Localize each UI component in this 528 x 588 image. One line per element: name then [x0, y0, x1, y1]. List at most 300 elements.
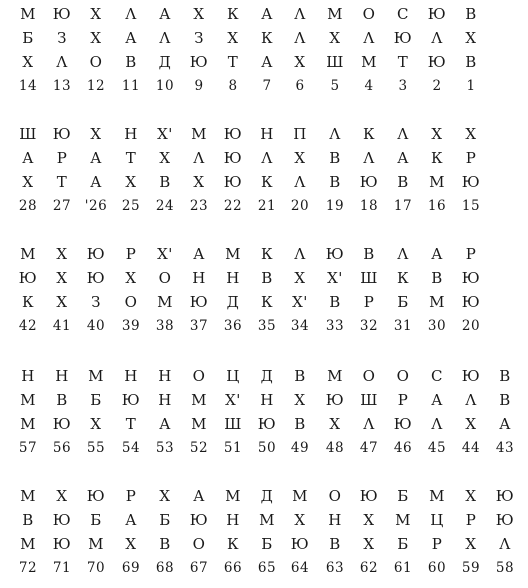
index-number: 49: [290, 440, 310, 456]
number-row: [0, 436, 528, 460]
letter-cell: Ю: [52, 511, 72, 529]
letter-cell: Ю: [461, 367, 481, 385]
letter-cell: К: [260, 245, 274, 263]
index-number: 16: [427, 198, 447, 214]
letter-cell: Ю: [427, 53, 447, 71]
letter-cell: Х': [157, 125, 173, 143]
letter-cell: Ю: [427, 5, 447, 23]
letter-cell: Т: [56, 173, 68, 191]
index-number: 72: [18, 560, 38, 576]
letter-cell: О: [362, 367, 376, 385]
index-number: 51: [223, 440, 243, 456]
index-number: 65: [257, 560, 277, 576]
index-number: 15: [461, 198, 481, 214]
index-number: 9: [194, 78, 204, 94]
letter-cell: В: [329, 173, 341, 191]
letter-cell: В: [294, 367, 306, 385]
letter-row: [0, 122, 528, 146]
letter-cell: Ю: [223, 125, 243, 143]
index-number: 21: [257, 198, 277, 214]
index-number: 59: [461, 560, 481, 576]
letter-cell: Ю: [461, 293, 481, 311]
letter-cell: К: [362, 125, 376, 143]
index-number: 23: [189, 198, 209, 214]
letter-cell: А: [125, 511, 137, 529]
letter-cell: А: [261, 5, 273, 23]
letter-cell: Ю: [393, 415, 413, 433]
letter-cell: Б: [159, 511, 171, 529]
letter-cell: Т: [125, 149, 137, 167]
letter-cell: Х: [125, 535, 137, 553]
letter-cell: В: [431, 269, 443, 287]
letter-cell: Ю: [359, 173, 379, 191]
letter-cell: Λ: [431, 415, 443, 433]
letter-cell: Х': [292, 293, 308, 311]
letter-cell: Ρ: [56, 149, 68, 167]
number-row: [0, 556, 528, 580]
letter-cell: Ю: [325, 245, 345, 263]
letter-cell: Ю: [121, 391, 141, 409]
letter-cell: В: [499, 367, 511, 385]
index-number: 12: [86, 78, 106, 94]
letter-cell: Х: [294, 511, 306, 529]
index-number: 46: [393, 440, 413, 456]
index-number: 42: [18, 318, 38, 334]
letter-cell: Н: [226, 511, 240, 529]
letter-row: [0, 170, 528, 194]
letter-cell: З: [57, 29, 67, 47]
letter-cell: О: [192, 367, 206, 385]
letter-row: [0, 26, 528, 50]
index-number: 60: [427, 560, 447, 576]
index-number: 48: [325, 440, 345, 456]
index-number: 27: [52, 198, 72, 214]
letter-cell: Х: [125, 173, 137, 191]
index-number: 32: [359, 318, 379, 334]
letter-cell: К: [260, 293, 274, 311]
letter-cell: Т: [397, 53, 409, 71]
index-number: 54: [121, 440, 141, 456]
letter-cell: Д: [260, 487, 274, 505]
letter-cell: Х: [56, 293, 68, 311]
letter-cell: Ю: [359, 487, 379, 505]
letter-cell: Ш: [360, 269, 378, 287]
index-number: 40: [86, 318, 106, 334]
letter-cell: М: [157, 293, 173, 311]
index-number: 30: [427, 318, 447, 334]
index-number: 3: [398, 78, 408, 94]
letter-cell: В: [329, 149, 341, 167]
letter-cell: А: [397, 149, 409, 167]
letter-cell: Б: [397, 535, 409, 553]
letter-cell: Ρ: [431, 535, 443, 553]
letter-cell: Ш: [224, 415, 242, 433]
letter-cell: Ш: [326, 53, 344, 71]
letter-row: [0, 364, 528, 388]
letter-cell: Х: [125, 269, 137, 287]
letter-cell: Ρ: [397, 391, 409, 409]
index-number: 19: [325, 198, 345, 214]
letter-cell: Х: [22, 173, 34, 191]
letter-cell: М: [395, 511, 411, 529]
letter-cell: К: [226, 535, 240, 553]
letter-cell: Х: [294, 391, 306, 409]
letter-cell: В: [22, 511, 34, 529]
letter-cell: Х: [90, 125, 102, 143]
index-number: 34: [290, 318, 310, 334]
index-number: 14: [18, 78, 38, 94]
letter-cell: О: [396, 367, 410, 385]
index-number: 69: [121, 560, 141, 576]
letter-cell: Ю: [52, 5, 72, 23]
letter-cell: М: [20, 535, 36, 553]
letter-cell: Х: [56, 245, 68, 263]
index-number: 70: [86, 560, 106, 576]
letter-cell: Ю: [52, 535, 72, 553]
letter-cell: Х': [327, 269, 343, 287]
index-number: 11: [121, 78, 141, 94]
letter-cell: М: [292, 487, 308, 505]
index-number: 13: [52, 78, 72, 94]
letter-cell: Ю: [393, 29, 413, 47]
index-number: 22: [223, 198, 243, 214]
letter-row: [0, 266, 528, 290]
letter-cell: В: [465, 53, 477, 71]
index-number: 64: [290, 560, 310, 576]
letter-row: [0, 508, 528, 532]
letter-row: [0, 50, 528, 74]
letter-cell: Ю: [52, 125, 72, 143]
letter-row: [0, 532, 528, 556]
letter-cell: Х: [294, 53, 306, 71]
letter-cell: З: [194, 29, 204, 47]
letter-cell: Ю: [257, 415, 277, 433]
letter-cell: Б: [90, 511, 102, 529]
letter-cell: Ю: [86, 245, 106, 263]
letter-cell: В: [159, 535, 171, 553]
letter-cell: Ρ: [363, 293, 375, 311]
letter-cell: О: [124, 293, 138, 311]
index-number: 56: [52, 440, 72, 456]
letter-cell: Х: [363, 535, 375, 553]
letter-cell: Ю: [495, 511, 515, 529]
letter-cell: А: [499, 415, 511, 433]
letter-cell: Ρ: [125, 487, 137, 505]
letter-row: [0, 242, 528, 266]
index-number: 20: [461, 318, 481, 334]
letter-cell: В: [363, 245, 375, 263]
letter-cell: В: [125, 53, 137, 71]
index-number: 55: [86, 440, 106, 456]
letter-cell: М: [20, 391, 36, 409]
letter-cell: Ю: [18, 269, 38, 287]
letter-cell: В: [329, 293, 341, 311]
letter-cell: З: [91, 293, 101, 311]
index-number: 62: [359, 560, 379, 576]
index-number: 20: [290, 198, 310, 214]
letter-row: [0, 2, 528, 26]
letter-cell: Х: [193, 173, 205, 191]
index-number: 45: [427, 440, 447, 456]
number-row: [0, 314, 528, 338]
letter-cell: Ρ: [465, 511, 477, 529]
letter-cell: Х: [193, 5, 205, 23]
letter-cell: Н: [260, 391, 274, 409]
letter-cell: Н: [226, 269, 240, 287]
index-number: 53: [155, 440, 175, 456]
letter-cell: Х: [465, 125, 477, 143]
letter-cell: К: [226, 5, 240, 23]
letter-cell: Д: [260, 367, 274, 385]
letter-cell: Ю: [461, 269, 481, 287]
letter-cell: Х: [90, 29, 102, 47]
index-number: 50: [257, 440, 277, 456]
letter-cell: Λ: [294, 245, 306, 263]
letter-cell: В: [56, 391, 68, 409]
letter-cell: Н: [158, 391, 172, 409]
letter-cell: Х: [465, 535, 477, 553]
letter-cell: М: [20, 415, 36, 433]
letter-row: [0, 146, 528, 170]
index-number: 4: [364, 78, 374, 94]
letter-cell: Λ: [261, 149, 273, 167]
letter-cell: А: [261, 53, 273, 71]
letter-cell: Х: [329, 29, 341, 47]
letter-cell: Ц: [226, 367, 240, 385]
letter-cell: Х: [329, 415, 341, 433]
letter-cell: Ю: [86, 269, 106, 287]
letter-cell: Ц: [430, 511, 444, 529]
letter-cell: А: [125, 29, 137, 47]
letter-cell: Ю: [495, 487, 515, 505]
letter-cell: А: [90, 173, 102, 191]
index-number: 38: [155, 318, 175, 334]
letter-cell: М: [88, 535, 104, 553]
index-number: 43: [495, 440, 515, 456]
letter-cell: Λ: [363, 415, 375, 433]
letter-cell: А: [159, 415, 171, 433]
index-number: 41: [52, 318, 72, 334]
letter-cell: Х: [90, 5, 102, 23]
index-number: 33: [325, 318, 345, 334]
letter-cell: М: [191, 391, 207, 409]
letter-cell: Λ: [294, 173, 306, 191]
letter-cell: Ρ: [465, 245, 477, 263]
letter-cell: Н: [124, 125, 138, 143]
letter-cell: Б: [22, 29, 34, 47]
letter-cell: Λ: [56, 53, 68, 71]
letter-cell: Ю: [189, 511, 209, 529]
index-number: 36: [223, 318, 243, 334]
letter-cell: Λ: [159, 29, 171, 47]
index-number: 10: [155, 78, 175, 94]
letter-cell: Ю: [290, 535, 310, 553]
letter-row: [0, 412, 528, 436]
letter-cell: Д: [226, 293, 240, 311]
letter-cell: Н: [55, 367, 69, 385]
letter-cell: Λ: [397, 125, 409, 143]
letter-cell: М: [327, 367, 343, 385]
letter-cell: С: [397, 5, 409, 23]
letter-cell: В: [159, 173, 171, 191]
number-row: [0, 74, 528, 98]
index-number: 68: [155, 560, 175, 576]
letter-cell: Х: [90, 415, 102, 433]
letter-cell: М: [429, 173, 445, 191]
letter-cell: М: [191, 125, 207, 143]
letter-cell: А: [90, 149, 102, 167]
letter-cell: А: [431, 245, 443, 263]
letter-cell: Б: [397, 293, 409, 311]
letter-cell: Х: [294, 149, 306, 167]
letter-cell: Λ: [499, 535, 511, 553]
letter-cell: Λ: [294, 5, 306, 23]
letter-cell: Х: [465, 487, 477, 505]
letter-cell: Ю: [189, 293, 209, 311]
letter-cell: Н: [124, 367, 138, 385]
letter-cell: Ρ: [465, 149, 477, 167]
letter-cell: П: [293, 125, 307, 143]
letter-cell: Ш: [19, 125, 37, 143]
letter-cell: Ш: [360, 391, 378, 409]
index-number: 7: [262, 78, 272, 94]
letter-row: [0, 388, 528, 412]
letter-cell: Λ: [294, 29, 306, 47]
letter-cell: В: [465, 5, 477, 23]
letter-cell: Ю: [223, 149, 243, 167]
letter-cell: К: [21, 293, 35, 311]
letter-cell: А: [22, 149, 34, 167]
letter-cell: Λ: [329, 125, 341, 143]
letter-cell: Б: [397, 487, 409, 505]
letter-cell: Ю: [86, 487, 106, 505]
index-number: 1: [466, 78, 476, 94]
letter-cell: Х: [431, 125, 443, 143]
letter-cell: К: [430, 149, 444, 167]
letter-cell: Н: [260, 125, 274, 143]
letter-cell: М: [259, 511, 275, 529]
index-number: 58: [495, 560, 515, 576]
letter-cell: М: [88, 367, 104, 385]
letter-cell: Ю: [52, 415, 72, 433]
letter-cell: В: [329, 535, 341, 553]
index-number: 6: [295, 78, 305, 94]
letter-cell: О: [192, 535, 206, 553]
letter-cell: Λ: [431, 29, 443, 47]
index-number: 31: [393, 318, 413, 334]
letter-cell: М: [191, 415, 207, 433]
letter-cell: К: [260, 29, 274, 47]
letter-cell: Д: [158, 53, 172, 71]
letter-cell: Λ: [363, 29, 375, 47]
letter-cell: В: [294, 415, 306, 433]
letter-cell: О: [328, 487, 342, 505]
letter-cell: М: [20, 5, 36, 23]
letter-cell: Х': [157, 245, 173, 263]
letter-cell: Λ: [363, 149, 375, 167]
letter-cell: М: [429, 487, 445, 505]
letter-cell: М: [429, 293, 445, 311]
letter-cell: В: [261, 269, 273, 287]
index-number: 5: [330, 78, 340, 94]
index-number: 35: [257, 318, 277, 334]
letter-cell: А: [193, 245, 205, 263]
letter-cell: Х: [465, 29, 477, 47]
letter-cell: М: [20, 245, 36, 263]
index-number: 57: [18, 440, 38, 456]
letter-cell: А: [193, 487, 205, 505]
letter-cell: Λ: [465, 391, 477, 409]
letter-cell: Б: [261, 535, 273, 553]
index-number: 71: [52, 560, 72, 576]
letter-cell: Х: [159, 149, 171, 167]
letter-cell: Λ: [125, 5, 137, 23]
letter-cell: Н: [21, 367, 35, 385]
letter-cell: Ю: [223, 173, 243, 191]
letter-cell: М: [20, 487, 36, 505]
letter-cell: Ю: [189, 53, 209, 71]
letter-cell: М: [327, 5, 343, 23]
letter-cell: В: [499, 391, 511, 409]
index-number: 66: [223, 560, 243, 576]
index-number: 25: [121, 198, 141, 214]
index-number: 28: [18, 198, 38, 214]
letter-cell: О: [158, 269, 172, 287]
index-number: 2: [432, 78, 442, 94]
letter-cell: Н: [158, 367, 172, 385]
letter-cell: В: [397, 173, 409, 191]
index-number: '26: [84, 198, 108, 214]
index-number: 47: [359, 440, 379, 456]
letter-cell: Х: [465, 415, 477, 433]
index-number: 67: [189, 560, 209, 576]
letter-cell: Х: [56, 487, 68, 505]
index-number: 18: [359, 198, 379, 214]
letter-cell: Б: [90, 391, 102, 409]
letter-cell: Х: [159, 487, 171, 505]
letter-row: [0, 484, 528, 508]
letter-cell: Х: [227, 29, 239, 47]
letter-cell: Х: [22, 53, 34, 71]
index-number: 52: [189, 440, 209, 456]
letter-cell: Λ: [193, 149, 205, 167]
letter-row: [0, 290, 528, 314]
letter-cell: Ρ: [125, 245, 137, 263]
letter-cell: Х: [294, 269, 306, 287]
letter-cell: М: [361, 53, 377, 71]
index-number: 44: [461, 440, 481, 456]
letter-cell: Н: [328, 511, 342, 529]
letter-cell: О: [362, 5, 376, 23]
letter-cell: К: [260, 173, 274, 191]
letter-cell: Λ: [397, 245, 409, 263]
letter-cell: Х: [363, 511, 375, 529]
letter-cell: О: [89, 53, 103, 71]
letter-cell: Т: [125, 415, 137, 433]
letter-cell: А: [431, 391, 443, 409]
letter-cell: Т: [227, 53, 239, 71]
letter-cell: Х: [56, 269, 68, 287]
letter-cell: С: [431, 367, 443, 385]
index-number: 24: [155, 198, 175, 214]
index-number: 63: [325, 560, 345, 576]
letter-cell: К: [396, 269, 410, 287]
index-number: 61: [393, 560, 413, 576]
index-number: 8: [228, 78, 238, 94]
letter-cell: Ю: [325, 391, 345, 409]
letter-cell: А: [159, 5, 171, 23]
index-number: 37: [189, 318, 209, 334]
